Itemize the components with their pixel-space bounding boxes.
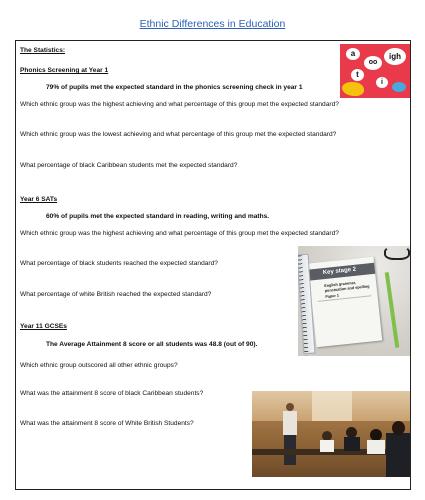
- phonics-question-3: What percentage of black Caribbean students met the expected standard?: [20, 162, 238, 169]
- booklet-cover: [308, 257, 382, 347]
- gcse-heading: Year 11 GCSEs: [20, 323, 67, 330]
- phonics-stat: 79% of pupils met the expected standard in the phonics screening check in year 1: [46, 84, 303, 91]
- booklet-paper: Paper 1: [325, 293, 340, 300]
- letter-bubble-a: a: [346, 48, 360, 60]
- sats-question-3: What percentage of white British reached the expected standard?: [20, 291, 212, 298]
- statistics-heading: The Statistics:: [20, 47, 66, 54]
- phonics-question-1: Which ethnic group was the highest achieving and what percentage of this group met the expected standard?: [20, 101, 339, 108]
- sats-question-1: Which ethnic group was the highest achieving and what percentage of this group met the expected standard?: [20, 230, 339, 237]
- letter-bubble-oo: oo: [364, 56, 382, 70]
- sats-booklet-photo: [298, 246, 410, 356]
- cartoon-blob: [342, 82, 364, 96]
- teacher-figure: [286, 403, 294, 411]
- booklet-title: Key stage 2: [322, 266, 357, 277]
- booklet-subtitle: English grammar, punctuation and spelling: [324, 280, 370, 293]
- sats-question-2: What percentage of black students reached the expected standard?: [20, 260, 218, 267]
- exam-hall-photo: [252, 391, 410, 477]
- sats-heading: Year 6 SATs: [20, 196, 58, 203]
- phonics-image: [340, 44, 410, 98]
- sats-stat: 60% of pupils met the expected standard in reading, writing and maths.: [46, 213, 270, 220]
- gcse-stat: The Average Attainment 8 score or all students was 48.8 (out of 90).: [46, 341, 258, 348]
- letter-bubble-igh: igh: [384, 48, 406, 65]
- letter-bubble-t: t: [351, 69, 364, 81]
- glasses: [384, 246, 410, 260]
- phonics-question-2: Which ethnic group was the lowest achieving and what percentage of this group met the expected standard?: [20, 131, 337, 138]
- letter-bubble-i: i: [376, 77, 388, 88]
- phonics-heading: Phonics Screening at Year 1: [20, 67, 109, 74]
- gcse-question-1: Which ethnic group outscored all other ethnic groups?: [20, 362, 178, 369]
- gcse-question-3: What was the attainment 8 score of White British Students?: [20, 420, 194, 427]
- gcse-question-2: What was the attainment 8 score of black Caribbean students?: [20, 390, 204, 397]
- cartoon-blob: [392, 82, 406, 92]
- document-title: Ethnic Differences in Education: [139, 18, 286, 30]
- student-figure: [386, 433, 410, 477]
